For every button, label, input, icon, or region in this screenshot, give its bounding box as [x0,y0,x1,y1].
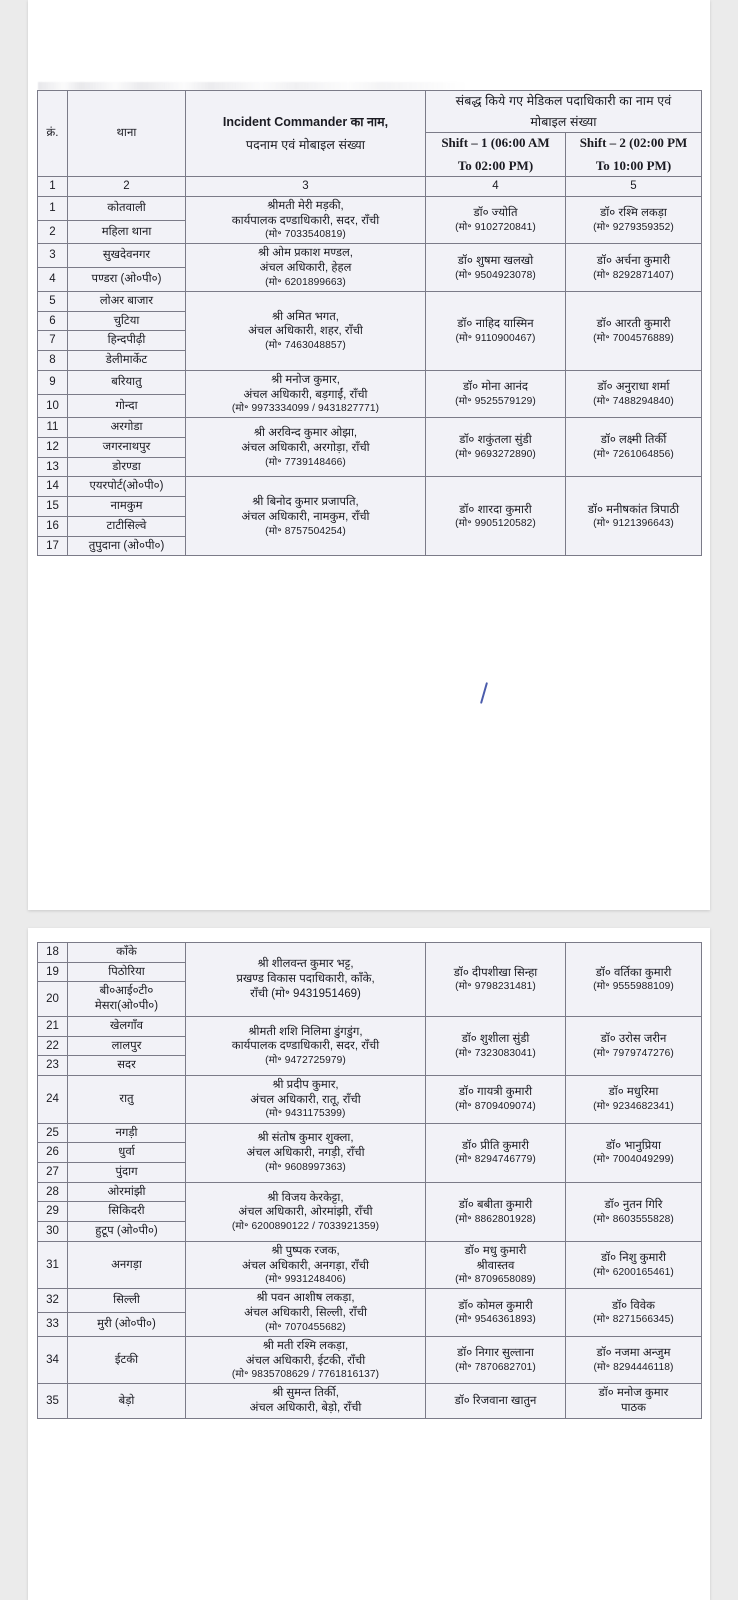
ic-line-1: श्री मनोज कुमार, [271,373,340,386]
header-ic-line2: पदनाम एवं मोबाइल संख्या [245,138,366,153]
header-medical-officer-group [426,91,702,133]
header-row-main [38,91,702,133]
cell-sl-no: 2 [38,220,68,244]
page-2-table-wrapper [37,942,702,1419]
cell-police-station: डोरण्डा [68,457,186,477]
ic-line-1: श्री अमित भगत, [271,310,339,323]
ic-line-1: श्री बिनोद कुमार प्रजापति, [252,496,359,509]
shift1-line-1: डॉ० बबीता कुमारी [458,1198,533,1211]
header-ic-line1: Incident Commander का नाम, [222,115,389,130]
table-row [38,1123,702,1143]
cell-incident-commander [186,477,426,556]
table-body-page-1 [38,196,702,555]
cell-police-station: खेलगाँव [68,1016,186,1036]
colnum-2: 2 [68,177,186,197]
ic-line-2: अंचल अधिकारी, ईटकी, राँची [245,1354,366,1367]
cell-shift-2-officer [566,1336,702,1383]
cell-incident-commander [186,1182,426,1241]
cell-shift-2-officer [566,244,702,291]
cell-incident-commander [186,1123,426,1182]
cell-sl-no: 3 [38,244,68,268]
shift2-line-1: डॉ० विवेक [612,1299,655,1312]
cell-shift-1-officer [426,244,566,291]
ic-line-1: श्री सुमन्त तिर्की, [272,1387,339,1400]
ic-line-3: (मो॰ 8757504254) [265,525,346,537]
cell-shift-1-officer [426,1123,566,1182]
shift2-line-2: पाठक [620,1402,647,1414]
shift1-line-2: (मो॰ 7323083041) [455,1047,536,1059]
cell-sl-no: 21 [38,1016,68,1036]
header-shift1-line2: To 02:00 PM) [457,157,534,173]
cell-sl-no: 29 [38,1202,68,1222]
shift2-line-1: डॉ० अनुराधा शर्मा [597,381,670,394]
shift1-line-2: (मो॰ 9798231481) [455,981,536,993]
cell-shift-1-officer [426,370,566,417]
shift2-line-2: (मो॰ 9279359352) [593,222,674,234]
ic-line-3: (मो॰ 9472725979) [265,1055,346,1067]
cell-shift-2-officer [566,196,702,243]
shift2-line-1: डॉ० रश्मि लकड़ा [600,207,667,220]
cell-sl-no: 6 [38,311,68,331]
ic-line-3: (मो॰ 7463048857) [265,340,346,352]
ic-line-2: अंचल अधिकारी, रातू, राँची [250,1093,361,1106]
cell-sl-no: 27 [38,1162,68,1182]
shift1-line-2: (मो॰ 8709409074) [455,1101,536,1113]
cell-police-station: ईटकी [68,1336,186,1383]
cell-incident-commander [186,196,426,243]
table-row [38,1076,702,1123]
ic-line-3: (मो॰ 7033540819) [265,229,346,241]
ic-line-1: श्री संतोष कुमार शुक्ला, [257,1132,354,1145]
cell-sl-no: 19 [38,962,68,982]
cell-incident-commander [186,1016,426,1075]
cell-sl-no: 13 [38,457,68,477]
cell-police-station: बी०आई०टी० मेसरा(ओ०पी०) [68,982,186,1016]
cell-police-station: गोन्दा [68,394,186,418]
cell-sl-no: 1 [38,196,68,220]
ic-line-2: अंचल अधिकारी, शहर, राँची [248,325,363,338]
ic-line-2: अंचल अधिकारी, नामकुम, राँची [241,510,370,523]
cell-shift-2-officer [566,943,702,1017]
shift1-line-2: (मो॰ 9905120582) [455,518,536,530]
faded-cutoff-heading-line [38,82,468,90]
table-row [38,244,702,268]
table-row [38,370,702,394]
shift1-line-1: डॉ० मोना आनंद [463,381,528,394]
cell-sl-no: 18 [38,943,68,963]
cell-sl-no: 8 [38,351,68,371]
cell-police-station: महिला थाना [68,220,186,244]
shift2-line-2: (मो॰ 7488294840) [593,395,674,407]
cell-police-station: टाटीसिल्वे [68,516,186,536]
shift2-line-1: डॉ० मनोज कुमार [598,1387,669,1400]
cell-police-station: ओरमांझी [68,1182,186,1202]
shift1-line-1: डॉ० रिजवाना खातुन [454,1394,537,1407]
table-row [38,1241,702,1288]
cell-sl-no: 30 [38,1222,68,1242]
ic-line-1: श्री विजय केरकेट्टा, [267,1191,344,1204]
cell-shift-1-officer [426,477,566,556]
shift2-line-2: (मो॰ 6200165461) [593,1266,674,1278]
cell-police-station: कोतवाली [68,196,186,220]
ic-line-1: श्री पवन आशीष लकड़ा, [256,1292,355,1305]
shift2-line-2: (मो॰ 8292871407) [593,269,674,281]
shift2-line-2: (मो॰ 9555988109) [593,981,674,993]
cell-police-station: पिठोरिया [68,962,186,982]
cell-shift-2-officer [566,1182,702,1241]
ic-line-3: (मो॰ 7070455682) [265,1321,346,1333]
table-row [38,1384,702,1418]
cell-shift-1-officer [426,1289,566,1336]
cell-shift-2-officer [566,477,702,556]
cell-sl-no: 5 [38,291,68,311]
header-sl-no: क्रं. [38,91,68,177]
cell-incident-commander [186,1076,426,1123]
cell-sl-no: 28 [38,1182,68,1202]
cell-sl-no: 14 [38,477,68,497]
cell-incident-commander [186,943,426,1017]
shift2-line-2: (मो॰ 8271566345) [593,1314,674,1326]
cell-police-station: सिकिदरी [68,1202,186,1222]
document-page-1 [28,0,710,910]
shift2-line-1: डॉ० नजमा अन्जुम [596,1347,671,1360]
cell-incident-commander [186,291,426,370]
cell-police-station: सदर [68,1056,186,1076]
ic-line-2: अंचल अधिकारी, बड़गाईं, राँची [243,388,368,401]
table-row [38,196,702,220]
shift1-line-2: (मो॰ 7870682701) [455,1361,536,1373]
shift1-line-2: (मो॰ 9102720841) [455,222,536,234]
cell-police-station: बेड़ो [68,1384,186,1418]
cell-shift-1-officer [426,291,566,370]
cell-incident-commander [186,1289,426,1336]
cell-sl-no: 11 [38,418,68,438]
table-header [38,91,702,197]
cell-police-station: तुपुदाना (ओ०पी०) [68,536,186,556]
cell-sl-no: 33 [38,1313,68,1337]
cell-shift-1-officer [426,1016,566,1075]
shift1-line-2: श्रीवास्तव [476,1259,515,1272]
cell-police-station: रातु [68,1076,186,1123]
shift2-line-2: (मो॰ 7979747276) [593,1047,674,1059]
cell-police-station: बरियातु [68,370,186,394]
cell-sl-no: 26 [38,1143,68,1163]
ic-line-2: कार्यपालक दण्डाधिकारी, सदर, राँची [231,1040,380,1053]
ic-line-2: अंचल अधिकारी, अनगड़ा, राँची [242,1259,369,1272]
ic-line-3: (मो॰ 9835708629 / 7761816137) [231,1369,380,1381]
cell-police-station: काँके [68,943,186,963]
shift2-line-1: डॉ० वर्तिका कुमारी [595,966,672,979]
shift1-line-1: डॉ० दीपशीखा सिन्हा [453,966,538,979]
table-body-page-2 [38,943,702,1419]
cell-shift-2-officer [566,1289,702,1336]
cell-shift-2-officer [566,1016,702,1075]
shift2-line-2: (मो॰ 7004049299) [593,1154,674,1166]
cell-shift-1-officer [426,1076,566,1123]
shift2-line-2: (मो॰ 7261064856) [593,449,674,461]
cell-shift-1-officer [426,1384,566,1418]
table-row [38,1289,702,1313]
cell-police-station: चुटिया [68,311,186,331]
cell-incident-commander [186,1241,426,1288]
shift1-line-1: डॉ० शुषमा खलखो [457,254,534,267]
cell-sl-no: 20 [38,982,68,1016]
shift1-line-2: (मो॰ 9504923078) [455,269,536,281]
cell-police-station: पण्डरा (ओ०पी०) [68,268,186,292]
shift1-line-1: डॉ० मधु कुमारी [464,1244,527,1257]
cell-shift-2-officer [566,1241,702,1288]
cell-sl-no: 35 [38,1384,68,1418]
cell-shift-2-officer [566,1123,702,1182]
cell-shift-2-officer [566,291,702,370]
column-number-row [38,177,702,197]
ic-line-3: (मो॰ 7739148466) [265,456,346,468]
cell-sl-no: 9 [38,370,68,394]
shift1-line-1: डॉ० गायत्री कुमारी [458,1086,533,1099]
cell-police-station: अरगोडा [68,418,186,438]
cell-police-station: सिल्ली [68,1289,186,1313]
ic-line-2: अंचल अधिकारी, सिल्ली, राँची [244,1307,367,1320]
cell-police-station: जगरनाथपुर [68,438,186,458]
cell-police-station: पुंदाग [68,1162,186,1182]
shift1-line-1: डॉ० शकुंतला सुंडी [459,434,532,447]
table-row [38,291,702,311]
shift2-line-1: डॉ० भानुप्रिया [606,1139,661,1152]
shift1-line-2: (मो॰ 8862801928) [455,1213,536,1225]
cell-shift-2-officer [566,370,702,417]
cell-police-station: हिन्दपीढ़ी [68,331,186,351]
header-shift-2 [566,133,702,177]
header-shift-1 [426,133,566,177]
shift1-line-2: (मो॰ 8294746779) [455,1154,536,1166]
cell-sl-no: 25 [38,1123,68,1143]
ic-line-2: अंचल अधिकारी, ओरमांझी, राँची [238,1206,373,1219]
shift2-line-1: डॉ० मधुरिमा [608,1086,659,1099]
ic-line-2: अंचल अधिकारी, हेहल [259,262,352,275]
cell-incident-commander [186,1336,426,1383]
cell-sl-no: 34 [38,1336,68,1383]
shift1-line-2: (मो॰ 9546361893) [455,1314,536,1326]
header-shift1-line1: Shift – 1 (06:00 AM [441,135,550,150]
cell-incident-commander [186,1384,426,1418]
shift2-line-1: डॉ० नुतन गिरि [604,1198,663,1211]
cell-sl-no: 22 [38,1036,68,1056]
duty-roster-table-page-2 [37,942,702,1419]
cell-shift-1-officer [426,943,566,1017]
header-thana: थाना [68,91,186,177]
cell-police-station: एयरपोर्ट(ओ०पी०) [68,477,186,497]
cell-police-station: सुखदेवनगर [68,244,186,268]
table-row [38,943,702,963]
cell-sl-no: 10 [38,394,68,418]
ic-line-3: (मो॰ 9608997363) [265,1161,346,1173]
cell-incident-commander [186,244,426,291]
cell-police-station: अनगड़ा [68,1241,186,1288]
page-1-table-wrapper [37,90,702,556]
shift1-line-2: (मो॰ 9693272890) [455,449,536,461]
shift2-line-2: (मो॰ 8603555828) [593,1213,674,1225]
shift2-line-2: (मो॰ 9234682341) [593,1101,674,1113]
header-medical-line2: मोबाइल संख्या [530,115,597,129]
ic-line-2: कार्यपालक दण्डाधिकारी, सदर, राँची [231,214,380,227]
ic-line-3: (मो॰ 9431175399) [265,1108,346,1120]
cell-police-station: नगड़ी [68,1123,186,1143]
shift2-line-2: (मो॰ 9121396643) [593,518,674,530]
cell-shift-2-officer [566,418,702,477]
cell-sl-no: 32 [38,1289,68,1313]
cell-sl-no: 12 [38,438,68,458]
colnum-3: 3 [186,177,426,197]
cell-police-station: मुरी (ओ०पी०) [68,1313,186,1337]
document-page-2 [28,928,710,1600]
table-row [38,1182,702,1202]
shift1-line-1: डॉ० शुशीला सुंडी [461,1033,530,1046]
cell-police-station: हुटूप (ओ०पी०) [68,1222,186,1242]
colnum-1: 1 [38,177,68,197]
ic-line-2: अंचल अधिकारी, अरगोड़ा, राँची [241,441,370,454]
shift2-line-1: डॉ० मनीषकांत त्रिपाठी [587,503,680,516]
shift1-line-1: डॉ० निगार सुल्ताना [457,1347,534,1360]
cell-sl-no: 24 [38,1076,68,1123]
ic-line-3: (मो॰ 9973334099 / 9431827771) [231,403,380,415]
shift2-line-1: डॉ० उरोस जरीन [600,1033,667,1046]
cell-sl-no: 15 [38,497,68,517]
colnum-5: 5 [566,177,702,197]
shift1-line-2: (मो॰ 9525579129) [455,395,536,407]
ic-line-2: प्रखण्ड विकास पदाधिकारी, काँके, [236,973,375,986]
shift2-line-1: डॉ० लक्ष्मी तिर्की [600,434,667,447]
cell-police-station: नामकुम [68,497,186,517]
shift2-line-2: (मो॰ 7004576889) [593,332,674,344]
shift1-line-1: डॉ० ज्योति [473,207,518,220]
header-incident-commander [186,91,426,177]
cell-sl-no: 16 [38,516,68,536]
duty-roster-table-page-1 [37,90,702,556]
ic-line-3: (मो॰ 9931248406) [265,1274,346,1286]
cell-incident-commander [186,370,426,417]
ic-line-3: (मो॰ 6201899663) [265,276,346,288]
shift1-line-3: (मो॰ 8709658089) [455,1274,536,1286]
ic-line-1: श्री अरविन्द कुमार ओझा, [253,427,358,440]
table-row [38,477,702,497]
cell-police-station: लालपुर [68,1036,186,1056]
ic-line-1: श्री प्रदीप कुमार, [272,1079,339,1092]
cell-sl-no: 17 [38,536,68,556]
cell-sl-no: 4 [38,268,68,292]
ic-line-1: श्री ओम प्रकाश मण्डल, [257,247,353,260]
ic-line-2: अंचल अधिकारी, बेड़ो, राँची [249,1402,362,1414]
ic-line-1: श्रीमती शशि निलिमा डुंगडुंग, [248,1025,363,1038]
shift1-line-2: (मो॰ 9110900467) [455,332,536,344]
cell-shift-1-officer [426,1336,566,1383]
table-row [38,1016,702,1036]
cell-police-station: धुर्वा [68,1143,186,1163]
colnum-4: 4 [426,177,566,197]
header-shift2-line2: To 10:00 PM) [595,157,672,173]
cell-police-station: लोअर बाजार [68,291,186,311]
shift1-line-1: डॉ० कोमल कुमारी [458,1299,533,1312]
shift2-line-1: डॉ० अर्चना कुमारी [596,254,671,267]
ic-line-3: (मो॰ 6200890122 / 7033921359) [231,1220,380,1232]
ic-line-2: अंचल अधिकारी, नगड़ी, राँची [246,1147,365,1160]
ink-pen-stroke-mark [480,682,488,704]
ic-line-3: राँची (मो॰ 9431951469) [250,987,361,1000]
shift1-line-1: डॉ० प्रीति कुमारी [462,1139,529,1152]
shift2-line-1: डॉ० आरती कुमारी [596,317,671,330]
cell-shift-1-officer [426,1182,566,1241]
cell-sl-no: 31 [38,1241,68,1288]
shift2-line-1: डॉ० निशु कुमारी [600,1252,667,1265]
cell-sl-no: 23 [38,1056,68,1076]
cell-shift-2-officer [566,1076,702,1123]
ic-line-1: श्री पुष्पक रजक, [271,1244,340,1257]
header-shift2-line1: Shift – 2 (02:00 PM [579,135,688,150]
cell-shift-1-officer [426,418,566,477]
cell-incident-commander [186,418,426,477]
shift1-line-1: डॉ० शारदा कुमारी [459,503,532,516]
ic-line-1: श्री मती रश्मि लकड़ा, [262,1339,349,1352]
cell-shift-1-officer [426,1241,566,1288]
shift2-line-2: (मो॰ 8294446118) [593,1361,674,1373]
header-medical-line1: संबद्ध किये गए मेडिकल पदाधिकारी का नाम एवं [455,94,672,108]
table-row [38,418,702,438]
cell-sl-no: 7 [38,331,68,351]
table-row [38,1336,702,1383]
ic-line-1: श्री शीलवन्त कुमार भट्ट, [257,958,354,971]
cell-police-station: डेलीमार्केट [68,351,186,371]
cell-shift-2-officer [566,1384,702,1418]
cell-shift-1-officer [426,196,566,243]
shift1-line-1: डॉ० नाहिद यास्मिन [457,317,534,330]
ic-line-1: श्रीमती मेरी मड़की, [267,199,344,212]
